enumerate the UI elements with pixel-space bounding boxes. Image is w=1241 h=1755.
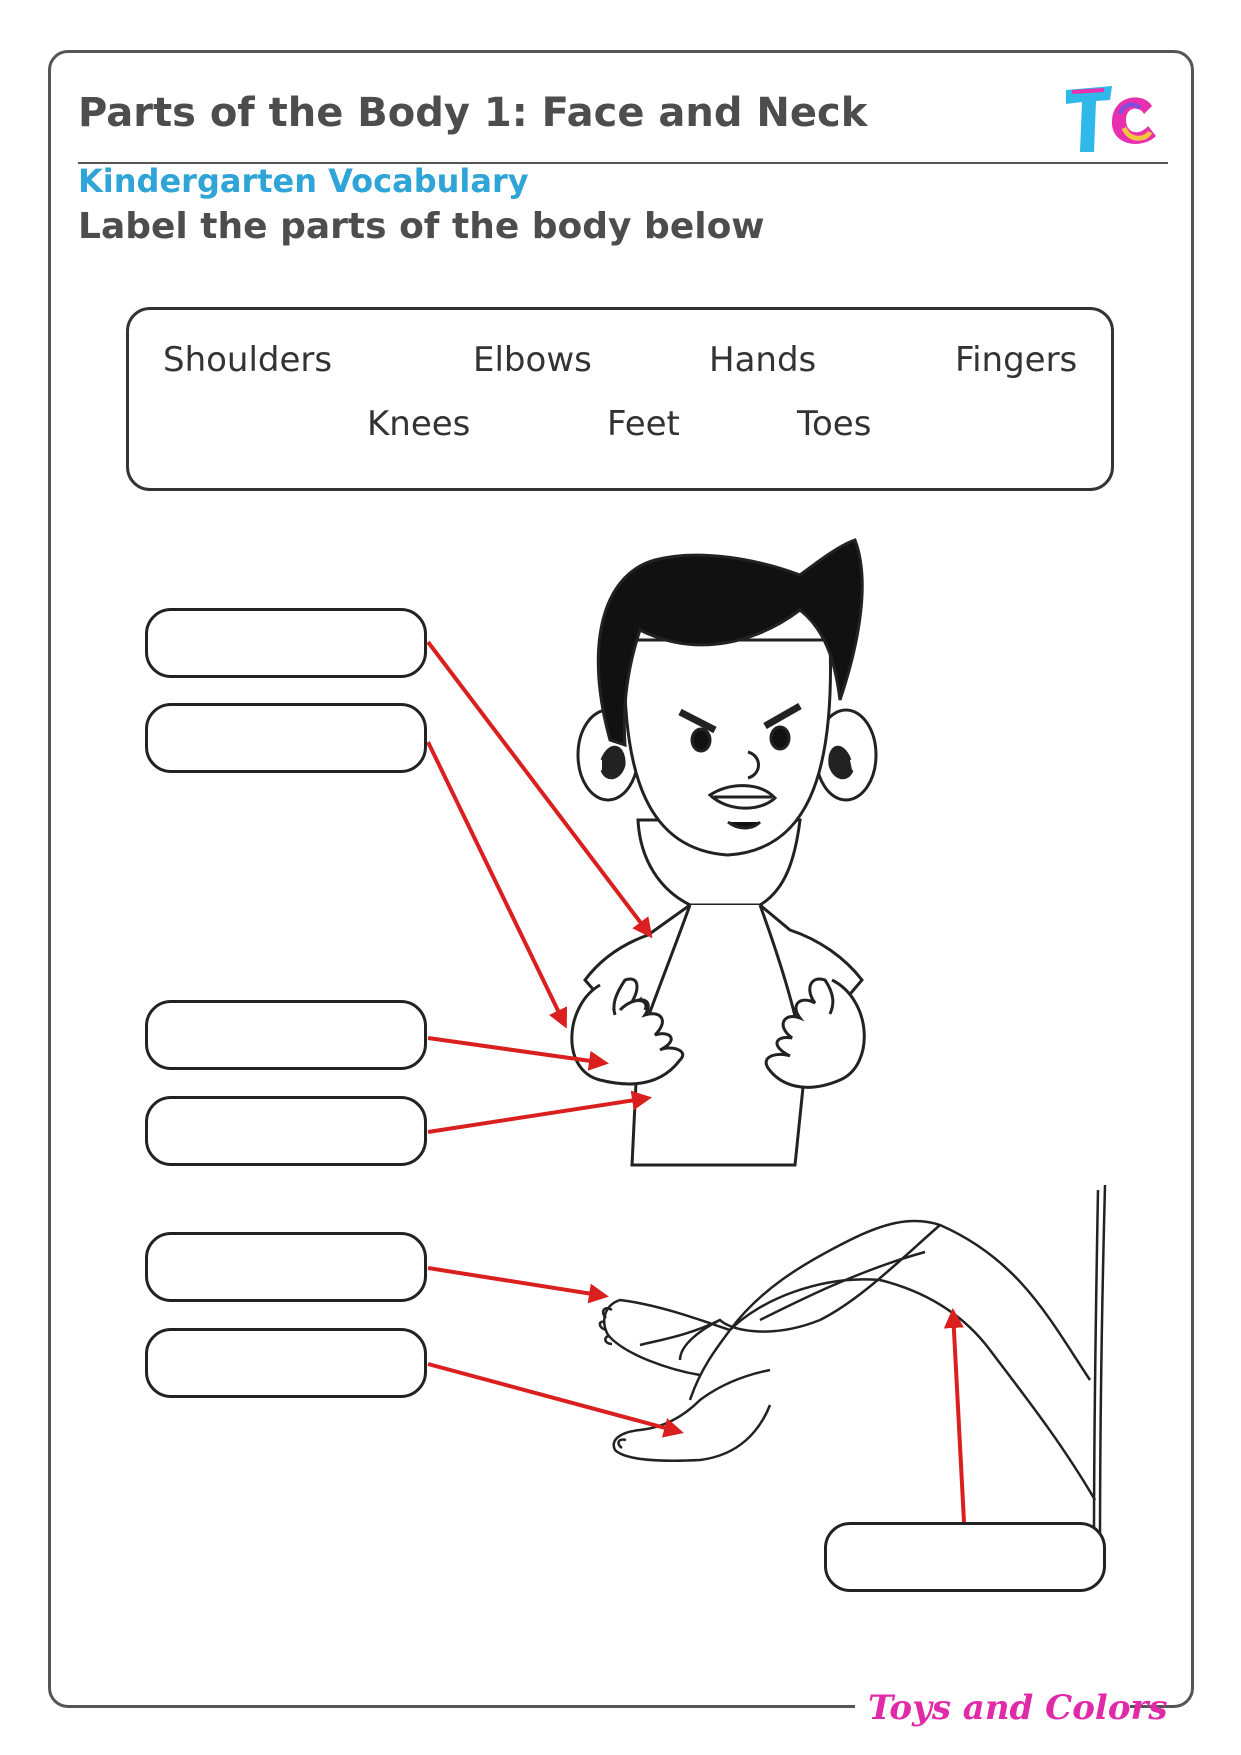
legs-figure (600, 1185, 1105, 1545)
arrow-feet (428, 1364, 680, 1432)
word-feet: Feet (607, 404, 680, 444)
page-title: Parts of the Body 1: Face and Neck (78, 90, 868, 136)
answer-box-7[interactable] (824, 1522, 1106, 1592)
boy-figure (572, 540, 876, 1165)
answer-box-6[interactable] (145, 1328, 427, 1398)
arrow-elbows (428, 742, 565, 1025)
answer-box-5[interactable] (145, 1232, 427, 1302)
arrow-knees (953, 1312, 964, 1522)
answer-box-2[interactable] (145, 703, 427, 773)
word-fingers: Fingers (955, 340, 1078, 380)
word-knees: Knees (367, 404, 471, 444)
answer-box-4[interactable] (145, 1096, 427, 1166)
word-hands: Hands (709, 340, 817, 380)
word-toes: Toes (797, 404, 872, 444)
word-elbows: Elbows (473, 340, 592, 380)
word-shoulders: Shoulders (163, 340, 333, 380)
answer-box-3[interactable] (145, 1000, 427, 1070)
footer-brand: Toys and Colors (868, 1688, 1168, 1728)
arrow-toes (428, 1268, 605, 1296)
arrow-fingers (428, 1098, 648, 1132)
instruction-text: Label the parts of the body below (78, 206, 765, 247)
answer-box-1[interactable] (145, 608, 427, 678)
page-subtitle: Kindergarten Vocabulary (78, 162, 529, 200)
